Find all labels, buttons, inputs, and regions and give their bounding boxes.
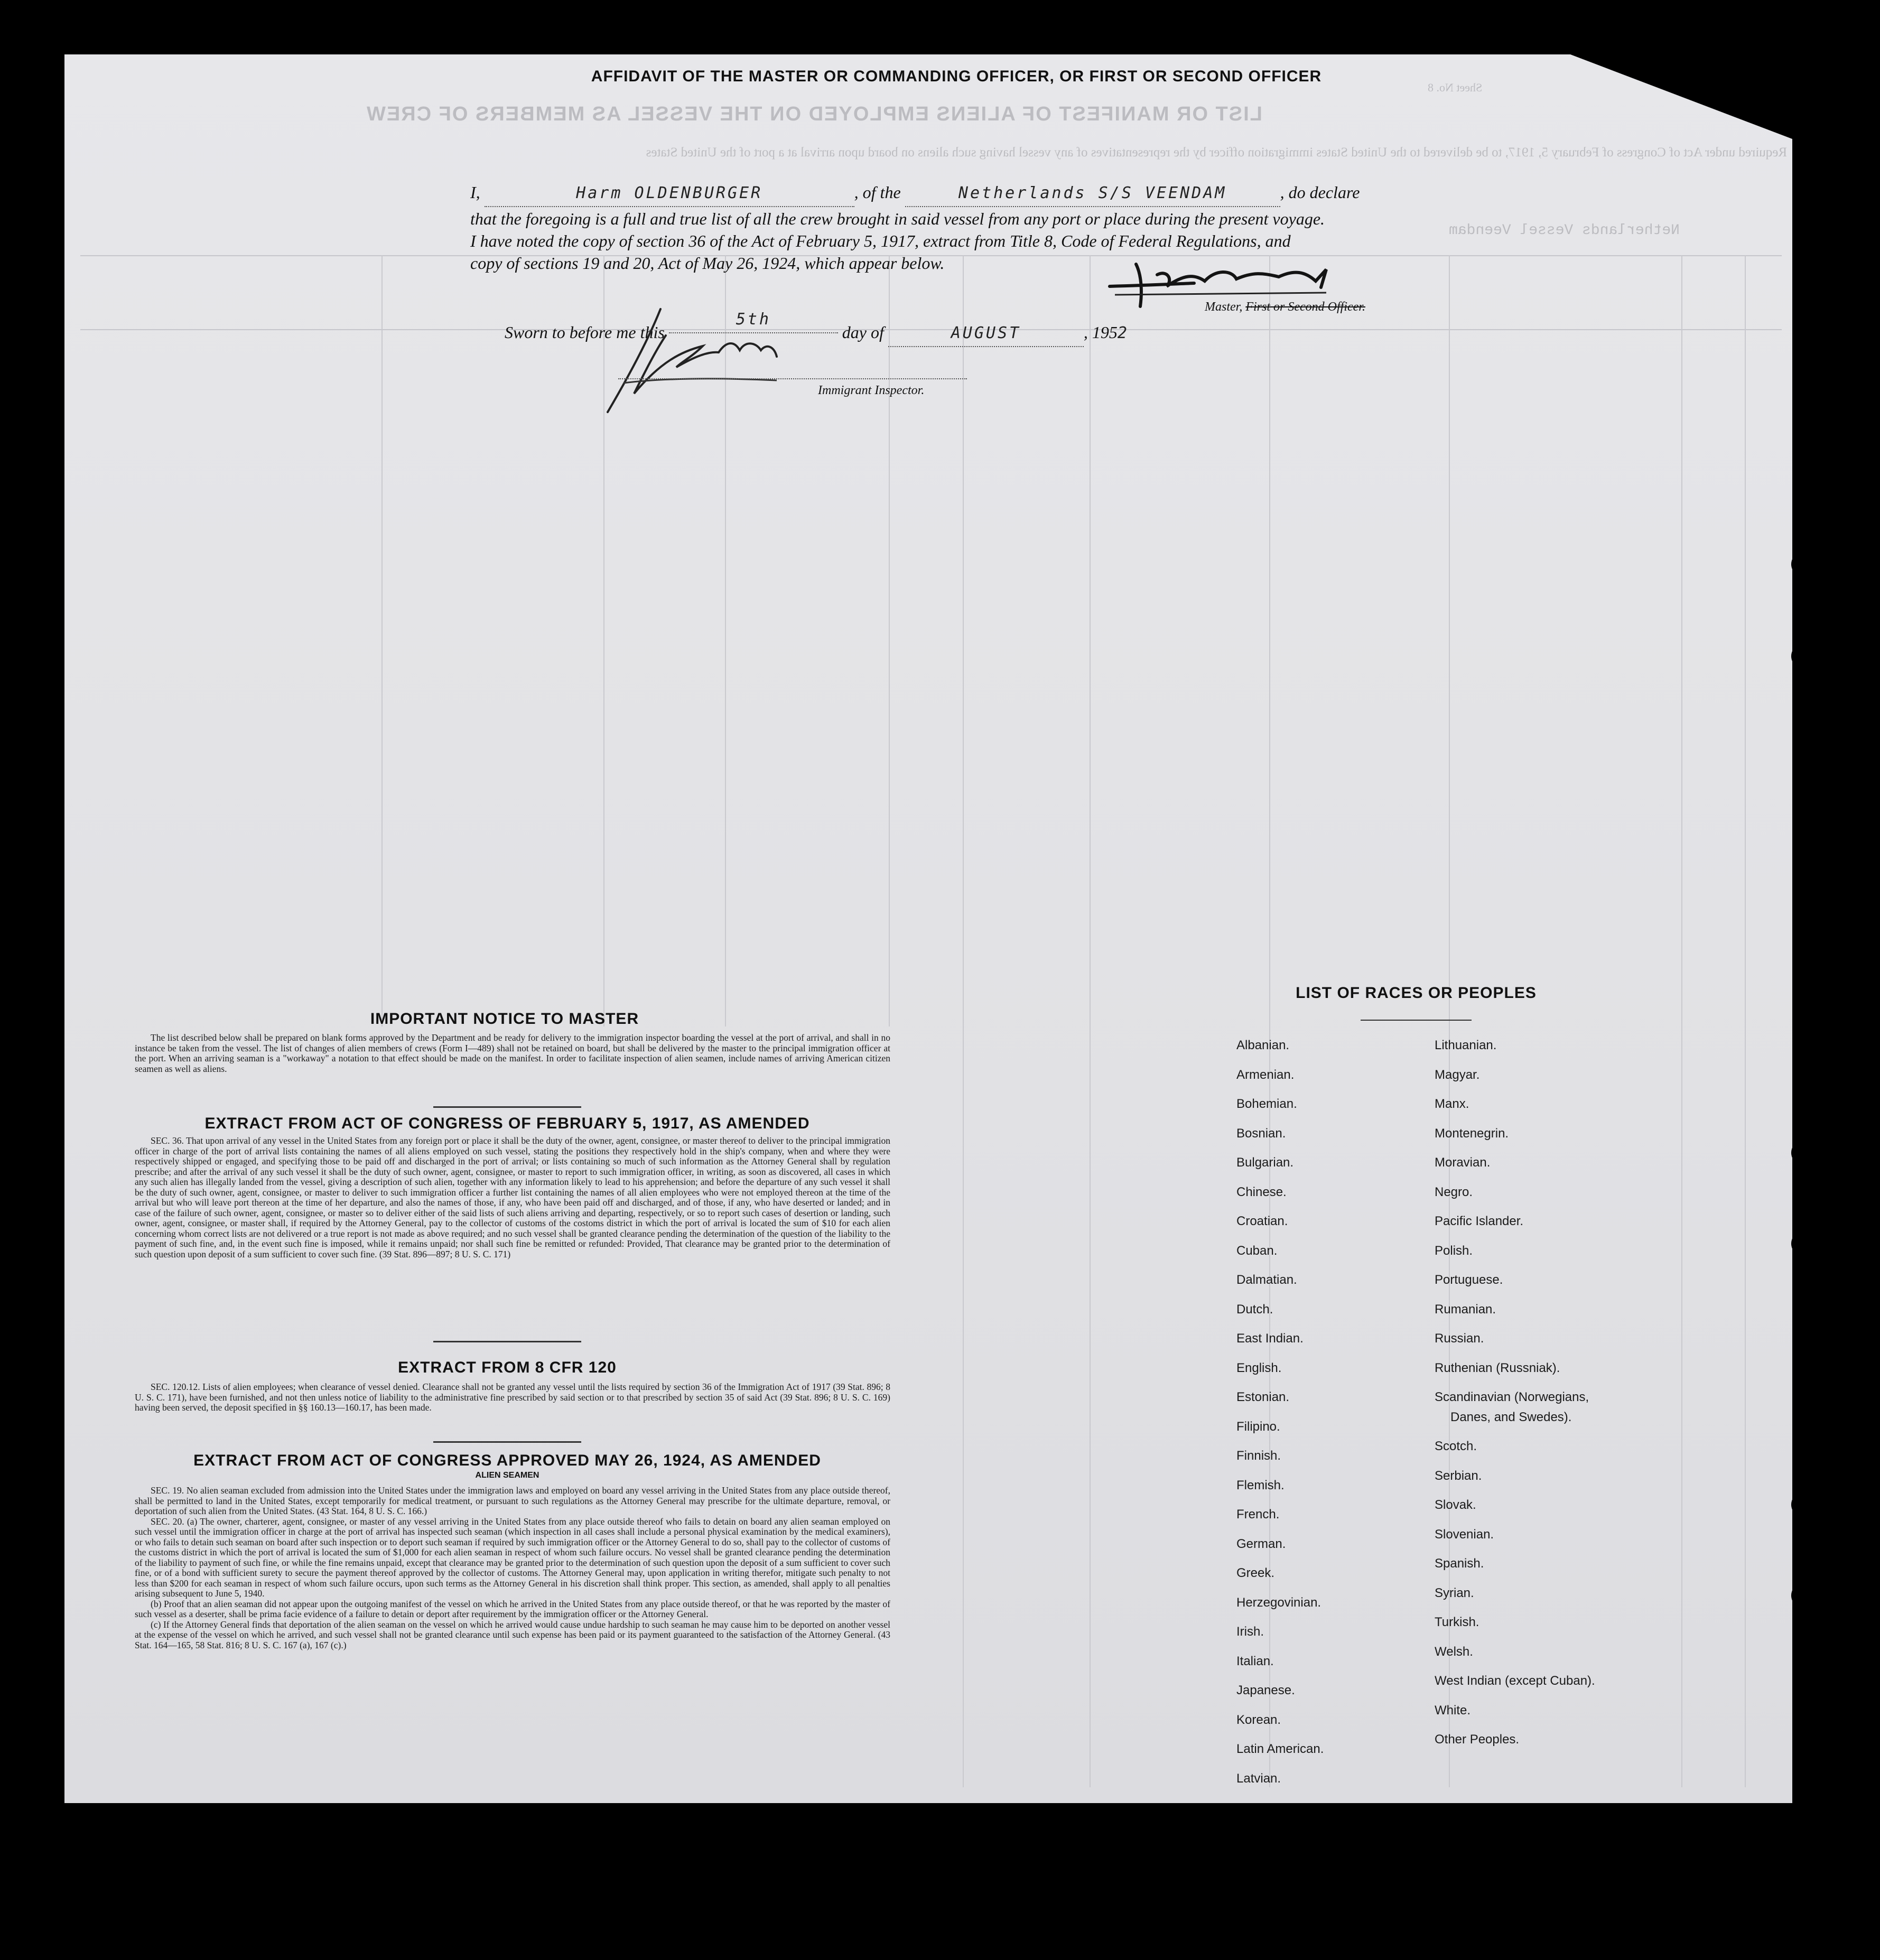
right-item: Ruthenian (Russniak). xyxy=(1435,1360,1560,1375)
left-item: Dutch. xyxy=(1236,1302,1273,1317)
left-item: Herzegovinian. xyxy=(1236,1595,1321,1610)
right-item: West Indian (except Cuban). xyxy=(1435,1674,1595,1688)
ghost-header-sub: Required under Act of Congress of February 5, 1917, to be delivered to the United States immigration officer by the representatives of any vessel having such aliens on board upon arrival at a port of the United States xyxy=(646,145,1787,160)
left-item: Latvian. xyxy=(1236,1771,1281,1786)
right-item: Serbian. xyxy=(1435,1468,1482,1483)
officer-title-line xyxy=(1205,300,1365,314)
right-item: Slovenian. xyxy=(1435,1527,1494,1542)
day-of-label: day of xyxy=(842,323,884,342)
ghost-sheet-no: Sheet No. 8 xyxy=(1428,81,1483,94)
divider xyxy=(433,1441,581,1443)
left-item: Greek. xyxy=(1236,1566,1275,1580)
races-title: LIST OF RACES OR PEOPLES xyxy=(1296,984,1537,1002)
punch-hole xyxy=(1791,643,1817,669)
right-item: Pacific Islander. xyxy=(1435,1214,1524,1228)
sworn-month: AUGUST xyxy=(888,321,1084,347)
punch-hole xyxy=(1791,1231,1817,1256)
extract-1924-body xyxy=(135,1486,890,1650)
left-item: Albanian. xyxy=(1236,1038,1290,1052)
left-item: French. xyxy=(1236,1507,1280,1522)
left-item: Dalmatian. xyxy=(1236,1273,1297,1287)
right-item: Moravian. xyxy=(1435,1155,1491,1170)
left-item: German. xyxy=(1236,1536,1286,1551)
vessel-name: Netherlands S/S VEENDAM xyxy=(905,181,1280,207)
right-item: Turkish. xyxy=(1435,1615,1479,1629)
i-label: I, xyxy=(470,183,480,202)
extract-1924-title: EXTRACT FROM ACT OF CONGRESS APPROVED MAY 26, 1924, AS AMENDED xyxy=(193,1452,821,1469)
notice-text: The list described below shall be prepared on blank forms approved by the Department and be ready for delivery to the immigration inspector boarding the vessel at the port of arrival, and shall in no instance be taken from the vessel. The list of changes of alien members of crews (Form I—489) shall not be retained on board, but shall be delivered by the master to the principal immigration officer at the port. When an arriving seaman is a "workaway" a notation to that effect should be made on the manifest. In order to facilitate inspection of alien seamen, include names of arriving American citizen seamen as well as aliens. xyxy=(135,1032,890,1074)
affidavit-line-4: copy of sections 19 and 20, Act of May 26, 1924, which appear below. xyxy=(470,254,945,273)
left-item: Bohemian. xyxy=(1236,1097,1297,1111)
left-item: English. xyxy=(1236,1360,1282,1375)
ghost-header-title: LIST OR MANIFEST OF ALIENS EMPLOYED ON THE VESSEL AS MEMBERS OF CREW xyxy=(366,103,1262,125)
right-item: Other Peoples. xyxy=(1435,1732,1520,1747)
right-item: Scotch. xyxy=(1435,1439,1477,1453)
right-item: Syrian. xyxy=(1435,1585,1474,1600)
inspector-signature xyxy=(602,304,793,420)
left-item: Armenian. xyxy=(1236,1067,1295,1082)
left-item: East Indian. xyxy=(1236,1331,1304,1346)
right-item: Montenegrin. xyxy=(1435,1126,1509,1141)
left-item: Chinese. xyxy=(1236,1184,1287,1199)
extract-1917-title: EXTRACT FROM ACT OF CONGRESS OF FEBRUARY 5, 1917, AS AMENDED xyxy=(204,1115,810,1132)
notice-body xyxy=(135,1033,890,1074)
left-item: Estonian. xyxy=(1236,1390,1290,1404)
sec20a-text: SEC. 20. (a) The owner, charterer, agent, consignee, or master of any vessel arriving in the United States from any place outside thereof who fails to detain on board any alien seaman employed on such vessel until the immigration officer in charge at the port of arrival has inspected such seaman (which inspection in all cases shall include a personal physical examination by the medical examiners), or who fails to detain such seaman on board after such inspection or to deport such seaman if required by such immigration officer or the Attorney General to do so, shall pay to the collector of customs of the customs district in which the port of arrival is located the sum of $1,000 for each alien seaman in respect of whom such failure occurs. No vessel shall be granted clearance pending the determination of the liability to payment of such fine, or while the fine remains unpaid, except that clearance may be granted prior to the determination of such question upon the deposit of a sum sufficient to cover such fine, or of a bond with sufficient surety to secure the payment thereof approved by the collector of customs. The Attorney General may, upon application in writing therefor, mitigate such penalty to not less than $200 for each seaman in respect of whom such failure occurs, upon such terms as the Attorney General in his discretion shall think proper. This section, as amended, shall apply to all penalties arising subsequent to June 5, 1940. xyxy=(135,1516,890,1599)
of-the-label: , of the xyxy=(854,183,901,202)
master-name: Harm OLDENBURGER xyxy=(485,181,854,207)
extract-cfr-body xyxy=(135,1382,890,1413)
right-item: Scandinavian (Norwegians, xyxy=(1435,1390,1589,1404)
extract-cfr-title: EXTRACT FROM 8 CFR 120 xyxy=(398,1359,617,1376)
punch-hole xyxy=(1791,1583,1817,1608)
right-item: Welsh. xyxy=(1435,1644,1473,1659)
right-item: Danes, and Swedes). xyxy=(1450,1410,1572,1424)
right-item: Negro. xyxy=(1435,1184,1473,1199)
notice-title: IMPORTANT NOTICE TO MASTER xyxy=(370,1010,639,1028)
right-item: Slovak. xyxy=(1435,1498,1476,1512)
punch-hole xyxy=(1791,1492,1817,1517)
left-item: Irish. xyxy=(1236,1625,1264,1639)
punch-hole xyxy=(1794,195,1819,221)
divider xyxy=(433,1341,581,1342)
left-item: Croatian. xyxy=(1236,1214,1288,1228)
left-item: Flemish. xyxy=(1236,1478,1285,1492)
ghost-vessel-line: Netherlands Vessel Veendam xyxy=(1449,222,1680,239)
right-item: Portuguese. xyxy=(1435,1273,1503,1287)
left-item: Latin American. xyxy=(1236,1742,1324,1756)
right-item: Rumanian. xyxy=(1435,1302,1496,1317)
right-item: Polish. xyxy=(1435,1243,1473,1258)
sec19-text: SEC. 19. No alien seaman excluded from admission into the United States under the immigration laws and employed on board any vessel arriving in the United States from any place outside thereof, shall be permitted to land in the United States, except temporarily for medical treatment, or pursuant to such regulations as the Attorney General may prescribe for the ultimate departure, removal, or deportation of such alien from the United States. (43 Stat. 164, 8 U. S. C. 166.) xyxy=(135,1485,890,1516)
punch-hole xyxy=(1791,1140,1817,1165)
right-item: Russian. xyxy=(1435,1331,1484,1346)
affidavit-line-1 xyxy=(470,180,1360,207)
left-item: Italian. xyxy=(1236,1654,1274,1668)
inspector-label: Immigrant Inspector. xyxy=(818,384,925,397)
punch-hole xyxy=(1792,288,1818,313)
sworn-line xyxy=(505,310,1129,347)
right-item: Manx. xyxy=(1435,1097,1469,1111)
master-label: Master, xyxy=(1205,300,1243,314)
alien-seamen-subtitle: ALIEN SEAMEN xyxy=(475,1471,539,1480)
affidavit-title: AFFIDAVIT OF THE MASTER OR COMMANDING OFFICER, OR FIRST OR SECOND OFFICER xyxy=(591,68,1322,85)
divider xyxy=(433,1106,581,1108)
left-item: Korean. xyxy=(1236,1712,1281,1727)
right-item: White. xyxy=(1435,1703,1471,1718)
sec36-text: SEC. 36. That upon arrival of any vessel in the United States from any foreign port or place it shall be the duty of the owner, agent, consignee, or master thereof to deliver to the principal immigration officer in charge of the port of arrival lists containing the names of all aliens employed on such vessel, stating the positions they respectively hold in the ship's company, when and where they were respectively shipped or engaged, and specifying those to be paid off and discharged in the port of arrival; or lists containing so much of such information as the Attorney General shall by regulation prescribe; and after the arrival of any such vessel it shall be the duty of such owner, agent, consignee, or master to report to such immigration officer, in writing, as soon as discovered, all cases in which any such alien has illegally landed from the vessel, giving a description of such alien, together with any information likely to lead to his apprehension; and before the departure of any such vessel it shall be the duty of such owner, agent, consignee, or master to deliver to such immigration officer a further list containing the names of all alien employees who were not employed thereon at the time of the arrival but who will leave port thereon at the time of her departure, and also the names of those, if any, who have been paid off and discharged, and of those, if any, who have deserted or landed; and in case of the failure of such owner, agent, consignee, or master so to deliver either of the said lists of such aliens arriving and departing, respectively, or so to report such cases of desertion or landing, such owner, agent, consignee, or master shall, if required by the Attorney General, pay to the collector of customs of the costoms district in which the port of arrival is located the sum of $10 for each alien concerning whom correct lists are not delivered or a true report is not made as above required; and no such vessel shall be granted clearance pending the determination of the question of the liability to the payment of such fine, and, in the event such fine is imposed, while it remains unpaid; nor shall such fine be remitted or refunded: Provided, That clearance may be granted prior to the determination of such question upon deposit of a sum sufficient to cover such fine. (39 Stat. 896—897; 8 U. S. C. 171) xyxy=(135,1135,890,1259)
left-item: Finnish. xyxy=(1236,1449,1281,1463)
inspector-sign-line xyxy=(618,378,967,379)
right-item: Magyar. xyxy=(1435,1067,1480,1082)
sec20c-text: (c) If the Attorney General finds that deportation of the alien seaman on the vessel on which he arrived would cause undue hardship to such seaman he may cause him to be deported on another vessel at the expense of the vessel on which he arrived, and such vessel shall not be granted clearance until such expense has been paid or its payment guaranteed to the satisfaction of the Attorney General. (43 Stat. 164—165, 58 Stat. 816; 8 U. S. C. 167 (a), 167 (c).) xyxy=(135,1619,890,1650)
sec20b-text: (b) Proof that an alien seaman did not appear upon the outgoing manifest of the vessel on which he arrived in the United States from any place outside thereof, or that he was reported by the master of such vessel as a deserter, shall be prima facie evidence of a failure to detain or deport after requirement by the immigration officer or the Attorney General. xyxy=(135,1598,890,1619)
affidavit-line-3: I have noted the copy of section 36 of the Act of February 5, 1917, extract from Title 8, Code of Federal Regulations, and xyxy=(470,231,1291,250)
left-item: Bosnian. xyxy=(1236,1126,1286,1141)
sworn-day: 5th xyxy=(669,307,838,333)
struck-officer-label: First or Second Officer. xyxy=(1245,300,1365,314)
year-prefix: , 195 xyxy=(1083,323,1118,342)
right-item: Spanish. xyxy=(1435,1556,1484,1571)
right-item: Lithuanian. xyxy=(1435,1038,1497,1052)
sworn-label: Sworn to before me this xyxy=(505,323,665,342)
declare-label: , do declare xyxy=(1280,183,1360,202)
races-divider xyxy=(1361,1020,1472,1021)
torn-corner xyxy=(1570,54,1792,139)
left-item: Japanese. xyxy=(1236,1683,1295,1697)
left-item: Bulgarian. xyxy=(1236,1155,1294,1170)
left-item: Cuban. xyxy=(1236,1243,1278,1258)
year-digit: 2 xyxy=(1117,324,1129,342)
extract-1917-body xyxy=(135,1136,890,1259)
affidavit-line-2: that the foregoing is a full and true list of all the crew brought in said vessel from any port or place during the present voyage. xyxy=(470,209,1325,228)
ghost-form-no: Form I-489 xyxy=(1733,67,1782,79)
punch-hole xyxy=(1791,552,1817,577)
sec120-text: SEC. 120.12. Lists of alien employees; when clearance of vessel denied. Clearance shall not be granted any vessel until the lists required by section 36 of the Immigration Act of 1917 (39 Stat. 896; 8 U. S. C. 171), have been furnished, and not then unless notice of liability to the administrative fine prescribed by said section or to that prescribed by section 35 of said Act (39 Stat. 896; 8 U. S. C. 169) having been served, the deposit specified in §§ 160.13—160.17, has been made. xyxy=(135,1382,890,1413)
left-item: Filipino. xyxy=(1236,1419,1280,1434)
